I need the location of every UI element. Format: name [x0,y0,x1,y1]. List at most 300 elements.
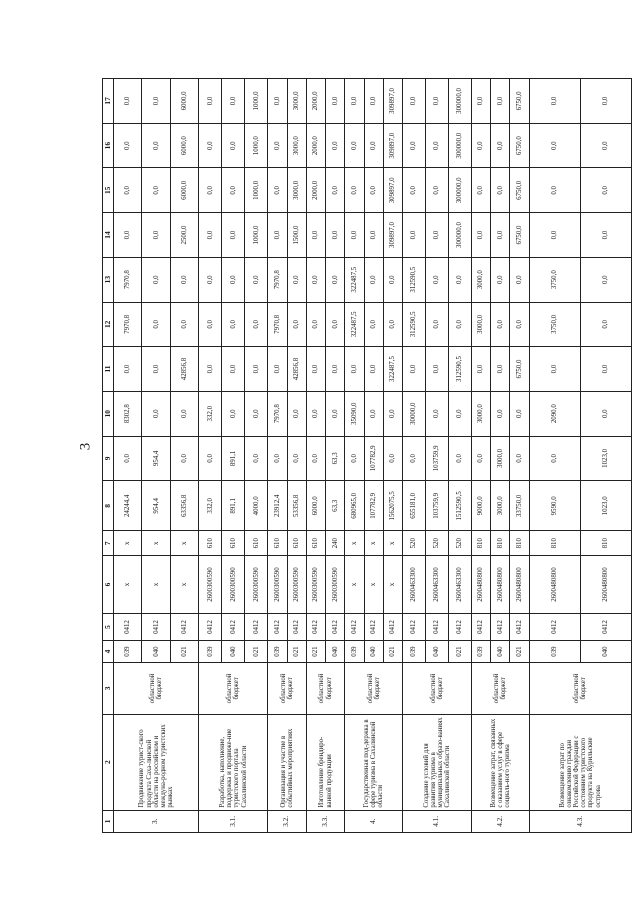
cell-col-10: 0,0 [287,391,306,436]
cell-col-14: 2500,0 [170,213,199,258]
cell-col-13: 0,0 [426,257,449,302]
cell-col-6: x [364,556,383,614]
cell-col-8: 6000,0 [306,481,325,531]
cell-col-16: 300000,0 [448,123,471,168]
item-number: 3.1. [199,810,268,832]
cell-col-14: 0,0 [364,213,383,258]
cell-col-11: 0,0 [580,347,631,392]
cell-col-13: 0,0 [364,257,383,302]
cell-col-13: 3000,0 [471,257,490,302]
cell-col-7: 520 [448,531,471,556]
column-header-5: 5 [103,614,114,641]
cell-col-5: 0412 [491,614,510,641]
cell-col-17: 300000,0 [448,79,471,124]
cell-col-17: 6000,0 [170,79,199,124]
column-header-1: 1 [103,810,114,832]
column-header-3: 3 [103,663,114,714]
cell-col-15: 0,0 [403,168,426,213]
cell-col-13: 0,0 [199,257,222,302]
item-name: Государственная под-держка в сфере туризма в Сахалинской области [345,714,403,810]
cell-col-9: 0,0 [245,436,268,481]
item-number: 4. [345,810,403,832]
cell-col-12: 0,0 [426,302,449,347]
cell-col-5: 0412 [245,614,268,641]
cell-col-5: 0412 [383,614,402,641]
cell-col-7: 610 [245,531,268,556]
cell-col-5: 0412 [142,614,170,641]
cell-col-14: 0,0 [222,213,245,258]
cell-col-7: x [383,531,402,556]
cell-col-9: 954,4 [142,436,170,481]
cell-col-4: 039 [403,640,426,662]
cell-col-9: 0,0 [287,436,306,481]
cell-col-15: 0,0 [114,168,142,213]
cell-col-6: 2600480800 [510,556,529,614]
cell-col-12: 0,0 [580,302,631,347]
cell-col-11: 0,0 [529,347,580,392]
cell-col-17: 0,0 [199,79,222,124]
cell-col-10: 0,0 [245,391,268,436]
table-row [199,79,222,833]
column-header-13: 13 [103,257,114,302]
cell-col-4: 039 [268,640,287,662]
cell-col-8: 3000,0 [491,481,510,531]
cell-col-8: 23912,4 [268,481,287,531]
cell-col-9: 0,0 [529,436,580,481]
cell-col-4: 021 [510,640,529,662]
cell-col-17: 0,0 [268,79,287,124]
cell-col-10: 0,0 [142,391,170,436]
cell-col-11: 322487,5 [383,347,402,392]
column-header-16: 16 [103,123,114,168]
cell-col-10: 2090,0 [529,391,580,436]
cell-col-9: 0,0 [306,436,325,481]
cell-col-10: 0,0 [306,391,325,436]
cell-col-16: 0,0 [491,123,510,168]
cell-col-6: 2600480800 [471,556,490,614]
cell-col-16: 6750,0 [510,123,529,168]
cell-col-7: 810 [580,531,631,556]
cell-col-11: 0,0 [268,347,287,392]
cell-col-4: 039 [529,640,580,662]
cell-col-8: 680965,0 [345,481,364,531]
cell-col-17: 0,0 [580,79,631,124]
cell-col-5: 0412 [345,614,364,641]
cell-col-4: 040 [491,640,510,662]
cell-col-17: 1000,0 [245,79,268,124]
cell-col-15: 0,0 [426,168,449,213]
cell-col-11: 0,0 [491,347,510,392]
cell-col-7: 810 [510,531,529,556]
cell-col-4: 039 [345,640,364,662]
cell-col-4: 021 [245,640,268,662]
cell-col-13: 0,0 [510,257,529,302]
cell-col-9: 0,0 [510,436,529,481]
cell-col-11: 0,0 [142,347,170,392]
cell-col-14: 6750,0 [510,213,529,258]
funding-source: областной бюджет [403,663,472,714]
cell-col-14: 0,0 [326,213,345,258]
cell-col-9: 0,0 [448,436,471,481]
table-row [471,79,490,833]
cell-col-16: 3000,0 [287,123,306,168]
cell-col-12: 0,0 [491,302,510,347]
cell-col-8: 63,3 [326,481,345,531]
cell-col-12: 0,0 [245,302,268,347]
cell-col-15: 0,0 [491,168,510,213]
cell-col-14: 1000,0 [245,213,268,258]
cell-col-6: 2600480800 [529,556,580,614]
cell-col-4: 040 [580,640,631,662]
column-header-2: 2 [103,714,114,810]
cell-col-12: 3000,0 [471,302,490,347]
cell-col-13: 0,0 [383,257,402,302]
cell-col-4: 021 [448,640,471,662]
cell-col-13: 0,0 [326,257,345,302]
cell-col-7: x [114,531,142,556]
cell-col-6: 2600300590 [287,556,306,614]
cell-col-12: 0,0 [170,302,199,347]
cell-col-9: 0,0 [114,436,142,481]
cell-col-15: 6750,0 [510,168,529,213]
cell-col-5: 0412 [287,614,306,641]
cell-col-7: 610 [306,531,325,556]
page-number: 3 [77,442,94,451]
cell-col-11: 0,0 [471,347,490,392]
column-header-6: 6 [103,556,114,614]
cell-col-4: 040 [222,640,245,662]
cell-col-17: 0,0 [364,79,383,124]
cell-col-8: 332,0 [199,481,222,531]
cell-col-16: 2000,0 [306,123,325,168]
budget-table [102,78,632,833]
cell-col-9: 0,0 [345,436,364,481]
cell-col-7: x [170,531,199,556]
cell-col-9: 0,0 [403,436,426,481]
cell-col-10: 0,0 [510,391,529,436]
item-number: 4.2. [471,810,529,832]
table-body [114,79,632,833]
table-rotated [102,78,632,833]
cell-col-15: 3000,0 [287,168,306,213]
cell-col-14: 309897,0 [383,213,402,258]
cell-col-12: 0,0 [306,302,325,347]
cell-col-8: 63356,8 [170,481,199,531]
cell-col-13: 0,0 [580,257,631,302]
cell-col-6: 2600480800 [580,556,631,614]
cell-col-16: 0,0 [114,123,142,168]
cell-col-11: 312590,5 [448,347,471,392]
cell-col-12: 3750,0 [529,302,580,347]
cell-col-17: 0,0 [426,79,449,124]
cell-col-8: 891,1 [222,481,245,531]
cell-col-17: 0,0 [142,79,170,124]
cell-col-10: 0,0 [222,391,245,436]
table-rotation-frame [102,78,632,833]
column-header-4: 4 [103,640,114,662]
cell-col-10: 0,0 [448,391,471,436]
item-number: 3. [114,810,199,832]
cell-col-11: 0,0 [403,347,426,392]
cell-col-15: 6000,0 [170,168,199,213]
cell-col-7: 240 [326,531,345,556]
cell-col-16: 0,0 [142,123,170,168]
cell-col-12: 0,0 [222,302,245,347]
cell-col-7: x [364,531,383,556]
cell-col-11: 0,0 [245,347,268,392]
cell-col-16: 0,0 [364,123,383,168]
cell-col-5: 0412 [448,614,471,641]
item-name: Возмещение затрат, связанных с оказанием услуг в сфере социаль-ного туризма [471,714,529,810]
column-header-8: 8 [103,481,114,531]
cell-col-12: 7970,8 [114,302,142,347]
cell-col-5: 0412 [426,614,449,641]
cell-col-16: 309897,0 [383,123,402,168]
cell-col-17: 2000,0 [306,79,325,124]
cell-col-6: 2600300590 [306,556,325,614]
cell-col-5: 0412 [364,614,383,641]
cell-col-11: 0,0 [326,347,345,392]
column-header-7: 7 [103,531,114,556]
cell-col-13: 0,0 [448,257,471,302]
cell-col-8: 9590,0 [529,481,580,531]
cell-col-8: 1512590,5 [448,481,471,531]
cell-col-14: 0,0 [471,213,490,258]
table-row [114,79,142,833]
cell-col-8: 655181,0 [403,481,426,531]
cell-col-11: 0,0 [426,347,449,392]
cell-col-4: 021 [170,640,199,662]
cell-col-6: x [345,556,364,614]
cell-col-4: 040 [142,640,170,662]
cell-col-14: 1500,0 [287,213,306,258]
cell-col-13: 0,0 [170,257,199,302]
item-name: Создание условий для развития туризма в муниципальных образо-ваниях Сахалинской области [403,714,472,810]
cell-col-6: 2600463300 [403,556,426,614]
cell-col-15: 0,0 [345,168,364,213]
funding-source: областной бюджет [345,663,403,714]
cell-col-10: 0,0 [170,391,199,436]
column-header-12: 12 [103,302,114,347]
cell-col-12: 0,0 [326,302,345,347]
cell-col-6: 2600463300 [426,556,449,614]
cell-col-11: 42856,8 [287,347,306,392]
cell-col-14: 0,0 [114,213,142,258]
cell-col-8: 33750,0 [510,481,529,531]
cell-col-5: 0412 [403,614,426,641]
cell-col-5: 0412 [199,614,222,641]
cell-col-13: 3750,0 [529,257,580,302]
column-header-14: 14 [103,213,114,258]
cell-col-7: 810 [491,531,510,556]
cell-col-15: 0,0 [326,168,345,213]
cell-col-16: 0,0 [199,123,222,168]
cell-col-8: 53356,8 [287,481,306,531]
cell-col-15: 0,0 [222,168,245,213]
column-header-11: 11 [103,347,114,392]
cell-col-10: 3000,0 [471,391,490,436]
cell-col-14: 0,0 [199,213,222,258]
column-header-10: 10 [103,391,114,436]
table-row [529,79,580,833]
cell-col-4: 021 [287,640,306,662]
cell-col-9: 0,0 [383,436,402,481]
cell-col-12: 0,0 [142,302,170,347]
cell-col-17: 0,0 [529,79,580,124]
cell-col-9: 0,0 [199,436,222,481]
cell-col-14: 0,0 [345,213,364,258]
cell-col-13: 0,0 [222,257,245,302]
cell-col-17: 0,0 [326,79,345,124]
item-number: 4.1. [403,810,472,832]
item-name: Изготовление брендиро-ванной продукции [306,714,345,810]
cell-col-5: 0412 [268,614,287,641]
cell-col-8: 9000,0 [471,481,490,531]
cell-col-6: x [114,556,142,614]
cell-col-11: 0,0 [114,347,142,392]
cell-col-16: 0,0 [426,123,449,168]
cell-col-12: 322487,5 [345,302,364,347]
cell-col-7: 610 [222,531,245,556]
cell-col-5: 0412 [114,614,142,641]
cell-col-13: 0,0 [245,257,268,302]
cell-col-16: 0,0 [326,123,345,168]
cell-col-6: 2600300590 [268,556,287,614]
cell-col-13: 312590,5 [403,257,426,302]
cell-col-7: x [142,531,170,556]
cell-col-17: 309897,0 [383,79,402,124]
cell-col-15: 309897,0 [383,168,402,213]
table-row [268,79,287,833]
cell-col-9: 103759,9 [426,436,449,481]
cell-col-14: 0,0 [491,213,510,258]
cell-col-8: 1562075,5 [383,481,402,531]
cell-col-9: 107782,9 [364,436,383,481]
cell-col-17: 0,0 [114,79,142,124]
cell-col-10: 0,0 [491,391,510,436]
cell-col-11: 6750,0 [510,347,529,392]
cell-col-13: 0,0 [491,257,510,302]
cell-col-16: 6000,0 [170,123,199,168]
cell-col-6: 2600480800 [491,556,510,614]
cell-col-11: 0,0 [345,347,364,392]
column-header-9: 9 [103,436,114,481]
cell-col-16: 0,0 [345,123,364,168]
cell-col-12: 0,0 [199,302,222,347]
cell-col-9: 891,1 [222,436,245,481]
cell-col-4: 039 [471,640,490,662]
cell-col-14: 0,0 [268,213,287,258]
cell-col-6: 2600300590 [222,556,245,614]
cell-col-10: 0,0 [364,391,383,436]
cell-col-15: 300000,0 [448,168,471,213]
cell-col-8: 1023,0 [580,481,631,531]
cell-col-12: 0,0 [383,302,402,347]
cell-col-8: 4000,0 [245,481,268,531]
cell-col-8: 103759,9 [426,481,449,531]
item-name: Разработка, наполнение, поддержка и продвиже-ние туристского портала Сахалинской области [199,714,268,810]
cell-col-6: 2600300590 [245,556,268,614]
cell-col-13: 0,0 [306,257,325,302]
cell-col-15: 0,0 [471,168,490,213]
cell-col-12: 0,0 [287,302,306,347]
cell-col-11: 0,0 [364,347,383,392]
cell-col-13: 7970,8 [114,257,142,302]
cell-col-8: 107782,9 [364,481,383,531]
cell-col-13: 322487,5 [345,257,364,302]
cell-col-14: 0,0 [306,213,325,258]
cell-col-12: 0,0 [364,302,383,347]
cell-col-15: 2000,0 [306,168,325,213]
cell-col-14: 300000,0 [448,213,471,258]
cell-col-5: 0412 [326,614,345,641]
cell-col-15: 0,0 [580,168,631,213]
funding-source: областной бюджет [306,663,345,714]
table-row [403,79,426,833]
cell-col-6: x [170,556,199,614]
cell-col-13: 7970,8 [268,257,287,302]
cell-col-10: 0,0 [426,391,449,436]
cell-col-4: 039 [199,640,222,662]
item-number: 3.3. [306,810,345,832]
cell-col-15: 0,0 [199,168,222,213]
cell-col-7: x [345,531,364,556]
funding-source: областной бюджет [268,663,307,714]
cell-col-15: 1000,0 [245,168,268,213]
cell-col-6: 2600300590 [326,556,345,614]
cell-col-16: 0,0 [580,123,631,168]
item-number: 4.3. [529,810,631,832]
cell-col-5: 0412 [222,614,245,641]
cell-col-12: 0,0 [510,302,529,347]
cell-col-9: 3000,0 [491,436,510,481]
cell-col-16: 0,0 [471,123,490,168]
cell-col-15: 0,0 [142,168,170,213]
cell-col-4: 039 [114,640,142,662]
cell-col-14: 0,0 [142,213,170,258]
cell-col-15: 0,0 [268,168,287,213]
cell-col-4: 040 [426,640,449,662]
item-name: Организация и участие в событийных мероприятиях [268,714,307,810]
item-name: Продвижение турист-ского продукта Саха-линской области на российском и междуна-родном туристских рынках [114,714,199,810]
funding-source: областной бюджет [114,663,199,714]
cell-col-13: 0,0 [142,257,170,302]
header-row [103,79,114,833]
cell-col-17: 0,0 [403,79,426,124]
cell-col-15: 0,0 [529,168,580,213]
cell-col-4: 021 [383,640,402,662]
cell-col-10: 0,0 [383,391,402,436]
cell-col-5: 0412 [510,614,529,641]
cell-col-11: 0,0 [199,347,222,392]
cell-col-15: 0,0 [364,168,383,213]
cell-col-7: 810 [529,531,580,556]
funding-source: областной бюджет [529,663,631,714]
column-header-17: 17 [103,79,114,124]
table-row [306,79,325,833]
cell-col-7: 610 [268,531,287,556]
cell-col-4: 040 [326,640,345,662]
cell-col-16: 0,0 [403,123,426,168]
cell-col-16: 0,0 [529,123,580,168]
cell-col-12: 7970,8 [268,302,287,347]
cell-col-16: 0,0 [268,123,287,168]
cell-col-9: 0,0 [268,436,287,481]
cell-col-17: 0,0 [345,79,364,124]
cell-col-16: 0,0 [222,123,245,168]
cell-col-14: 0,0 [426,213,449,258]
cell-col-12: 0,0 [448,302,471,347]
